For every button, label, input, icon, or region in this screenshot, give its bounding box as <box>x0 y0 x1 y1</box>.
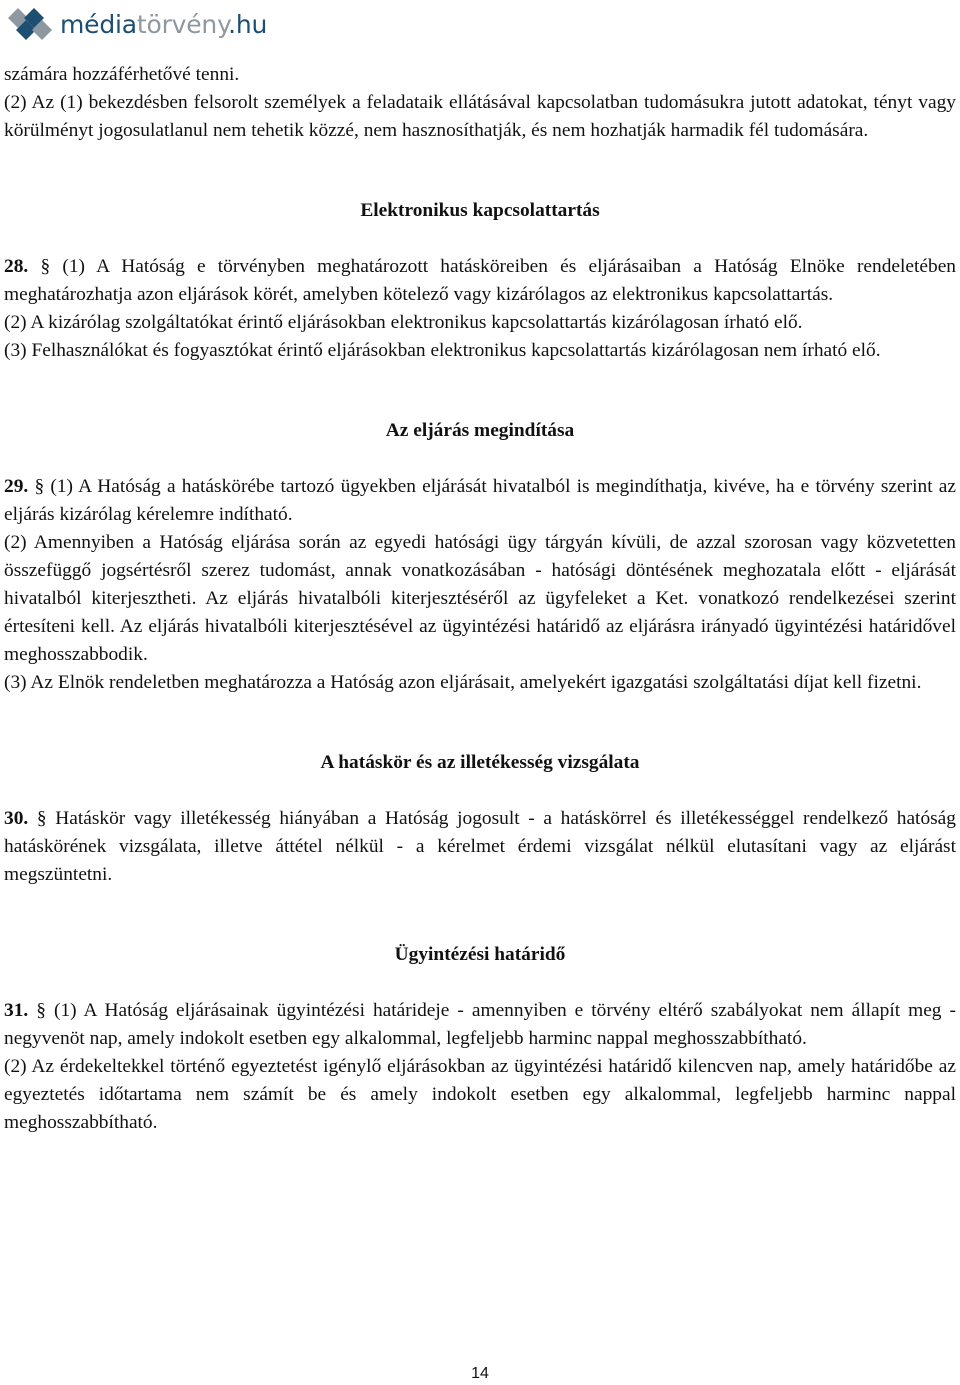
paragraph-text: (1) A Hatóság eljárásainak ügyintézési határideje - amennyiben e törvény eltérő szabályokat nem állapít meg - negyvenöt nap, amely indokolt esetben egy alkalommal, legfeljebb harminc nappal meghosszabbítható. <box>4 1000 956 1049</box>
section-heading: Elektronikus kapcsolattartás <box>360 200 600 221</box>
section-sign: § <box>40 256 51 277</box>
section-28 <box>4 197 956 365</box>
section-paragraph: (2) Amennyiben a Hatóság eljárása során az egyedi hatósági ügy tárgyán kívüli, de azzal szorosan vagy közvetetten összefüggő jogsértésről szerez tudomást, annak vonatkozásában - hatósági döntésének meghozatala előtt - eljárását hivatalból kiterjesztheti. Az eljárás hivatalbóli kiterjesztéséről az ügyfeleket a Ket. vonatkozó rendelkezései szerint értesíteni kell. Az eljárás hivatalbóli kiterjesztésével az ügyintézési határidő az eljárásra irányadó ügyintézési határidővel meghosszabbodik. <box>4 532 956 665</box>
logo-wordmark <box>60 10 267 39</box>
section-number: 28. <box>4 256 29 277</box>
section-paragraph <box>4 473 956 529</box>
section-paragraph <box>4 805 956 889</box>
diamond-logo-icon <box>4 4 56 44</box>
section-heading: Az eljárás megindítása <box>385 420 575 441</box>
logo-part-torveny: törvény <box>136 9 229 39</box>
site-logo[interactable] <box>4 2 267 46</box>
section-heading: A hatáskör és az illetékesség vizsgálata <box>320 752 640 773</box>
section-sign: § <box>36 808 47 829</box>
intro-paragraph: (2) Az (1) bekezdésben felsorolt személyek a feladataik ellátásával kapcsolatban tudomásukra jutott adatokat, tényt vagy körülményt jogosulatlanul nem tehetik közzé, nem hasznosíthatják, és nem hozhatják harmadik fél tudomására. <box>4 92 956 141</box>
logo-part-tld: .hu <box>228 9 268 39</box>
section-heading: Ügyintézési határidő <box>394 944 566 965</box>
logo-part-media: média <box>60 9 137 39</box>
page-number: 14 <box>471 1365 489 1382</box>
paragraph-text: (1) A Hatóság a hatáskörébe tartozó ügyekben eljárását hivatalból is megindíthatja, kivéve, ha e törvény szerint az eljárás kizárólag kérelemre indítható. <box>4 476 956 525</box>
section-paragraph: (3) Az Elnök rendeletben meghatározza a Hatóság azon eljárásait, amelyekért igazgatási szolgáltatási díjat kell fizetni. <box>4 672 922 693</box>
section-sign: § <box>36 1000 46 1021</box>
section-29 <box>4 417 956 697</box>
section-30 <box>4 749 956 889</box>
intro-block <box>4 61 956 145</box>
paragraph-text: (1) A Hatóság e törvényben meghatározott hatásköreiben és eljárásaiban a Hatóság Elnöke rendeletében meghatározhatja azon eljárások körét, amelyben kötelező vagy kizárólagos az elektronikus kapcsolattartás. <box>4 256 956 305</box>
section-paragraph: (2) A kizárólag szolgáltatókat érintő eljárásokban elektronikus kapcsolattartás kizárólagosan írható elő. <box>4 312 803 333</box>
paragraph-text: Hatáskör vagy illetékesség hiányában a Hatóság jogosult - a hatáskörrel és illetékességgel rendelkező hatóság hatáskörének vizsgálata, illetve áttétel nélkül - a kérelmet érdemi vizsgálat nélkül elutasítani vagy az eljárást megszüntetni. <box>4 808 956 885</box>
section-sign: § <box>34 476 45 497</box>
section-number: 29. <box>4 476 29 497</box>
section-paragraph <box>4 997 956 1053</box>
section-paragraph: (2) Az érdekeltekkel történő egyeztetést igénylő eljárásokban az ügyintézési határidő kilencven nap, amely határidőbe az egyeztetés időtartama nem számít be és amely indokolt esetben egy alkalommal, legfeljebb harminc nappal meghosszabbítható. <box>4 1056 956 1133</box>
section-number: 31. <box>4 1000 29 1021</box>
intro-paragraph: számára hozzáférhetővé tenni. <box>4 64 240 85</box>
section-number: 30. <box>4 808 29 829</box>
section-paragraph <box>4 253 956 309</box>
section-31 <box>4 941 956 1137</box>
document-body <box>4 61 956 1189</box>
section-paragraph: (3) Felhasználókat és fogyasztókat érintő eljárásokban elektronikus kapcsolattartás kizárólagosan nem írható elő. <box>4 340 881 361</box>
